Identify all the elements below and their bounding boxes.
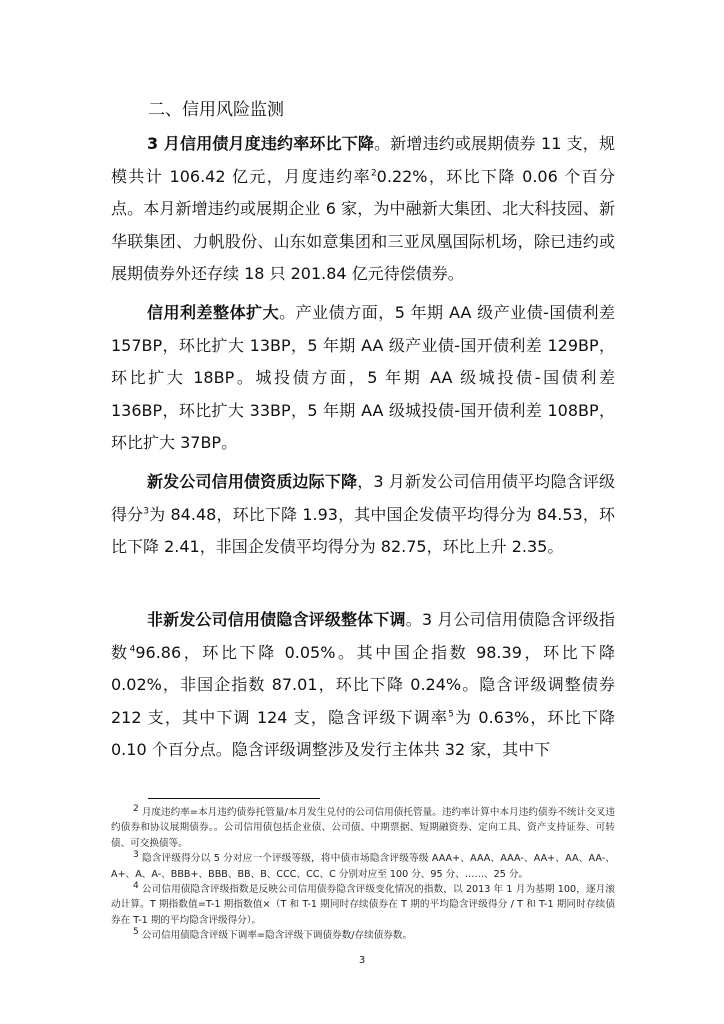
footnote-ref[interactable]: 2 (370, 168, 377, 179)
footnote-3 (111, 851, 615, 882)
footnote-number: 4 (133, 880, 139, 891)
paragraph-credit-spread (111, 297, 615, 460)
paragraph-text: 为 0.63%，环比下降 0.10 个百分点。隐含评级调整涉及发行主体共 32 家，其中下 (111, 707, 615, 759)
footnote-number: 2 (133, 803, 139, 814)
footnote-text: 月度违约率=本月违约债券托管量/本月发生兑付的公司信用债托管量。违约率计算中本月违约债券不统计交叉违约债券和协议展期债券。。公司信用债包括企业债、公司债、中期票据、短期融资券、定向工具、资产支持证券、可转债、可交换债等。 (111, 807, 615, 849)
paragraph-text: 为 84.48，环比下降 1.93，其中国企发债平均得分为 84.53，环比下降 2.41，非国企发债平均得分为 82.75，环比上升 2.35。 (111, 504, 615, 556)
footnote-text: 公司信用债隐含评级指数是反映公司信用债券隐含评级变化情况的指数，以 2013 年 1 月为基期 100，逐月滚动计算。T 期指数值=T-1 期指数值×（T 和 T-1 期同时存续债券在 T 期的平均隐含评级得分 / T 和 T-1 期同时存续债券在 T-1 期的平均隐含评级得分）。 (111, 884, 615, 926)
footnote-number: 5 (133, 927, 139, 938)
footnote-text: 公司信用债隐含评级下调率=隐含评级下调债券数/存续债券数。 (138, 930, 413, 942)
footnote-ref[interactable]: 4 (129, 644, 136, 655)
paragraph-lead: 信用利差整体扩大 (147, 303, 280, 322)
paragraph-lead: 3 月信用债月度违约率环比下降 (147, 134, 375, 153)
footnote-number: 3 (133, 850, 139, 861)
footnote-text: 隐含评级得分以 5 分对应一个评级等级，将中债市场隐含评级等级 AAA+、AAA、AAA-、AA+、AA、AA-、A+、A、A-、BBB+、BBB、BB、B、CCC、CC、C 分别对应至 100 分、95 分、……、25 分。 (111, 853, 615, 880)
paragraph-lead: 非新发公司信用债隐含评级整体下调 (147, 610, 406, 629)
paragraph-implied-rating (111, 604, 615, 767)
footnote-4 (111, 882, 615, 928)
footnote-ref[interactable]: 5 (448, 709, 454, 720)
footnotes (111, 805, 615, 944)
footnote-ref[interactable]: 3 (143, 506, 150, 517)
paragraph-new-issuance-quality (111, 466, 615, 564)
paragraph-text: 。3 月公司信用债隐含评级指数 (111, 610, 615, 662)
paragraph-text: 96.86，环比下降 0.05%。其中国企指数 98.39，环比下降 0.02%，非国企指数 87.01，环比下降 0.24%。隐含评级调整债券 212 支，其中下调 124 支，隐含评级下调率 (111, 642, 615, 727)
paragraph-text: 0.22%，环比下降 0.06 个百分点。本月新增违约或展期企业 6 家，为中融新大集团、北大科技园、新华联集团、力帆股份、山东如意集团和三亚凤凰国际机场，除已违约或展期债券外还存续 18 只 201.84 亿元待偿债券。 (111, 166, 615, 283)
paragraph-lead: 新发公司信用债资质边际下降 (147, 472, 358, 491)
footnote-divider (148, 798, 320, 799)
paragraph-default-rate (111, 128, 615, 291)
footnote-2 (111, 805, 615, 851)
paragraph-text: ，3 月新发公司信用债平均隐含评级得分 (111, 472, 615, 524)
paragraph-text: 。新增违约或展期债券 11 支，规模共计 106.42 亿元，月度违约率 (111, 134, 615, 186)
paragraph-text: 。产业债方面，5 年期 AA 级产业债-国债利差 157BP，环比扩大 13BP，5 年期 AA 级产业债-国开债利差 129BP，环比扩大 18BP。城投债方面，5 年期 AA 级城投债-国债利差 136BP，环比扩大 33BP，5 年期 AA 级城投债-国开债利差 108BP，环比扩大 37BP。 (111, 303, 615, 452)
footnote-5 (111, 928, 615, 943)
page-number: 3 (358, 955, 366, 966)
section-heading: 二、信用风险监测 (148, 100, 284, 120)
